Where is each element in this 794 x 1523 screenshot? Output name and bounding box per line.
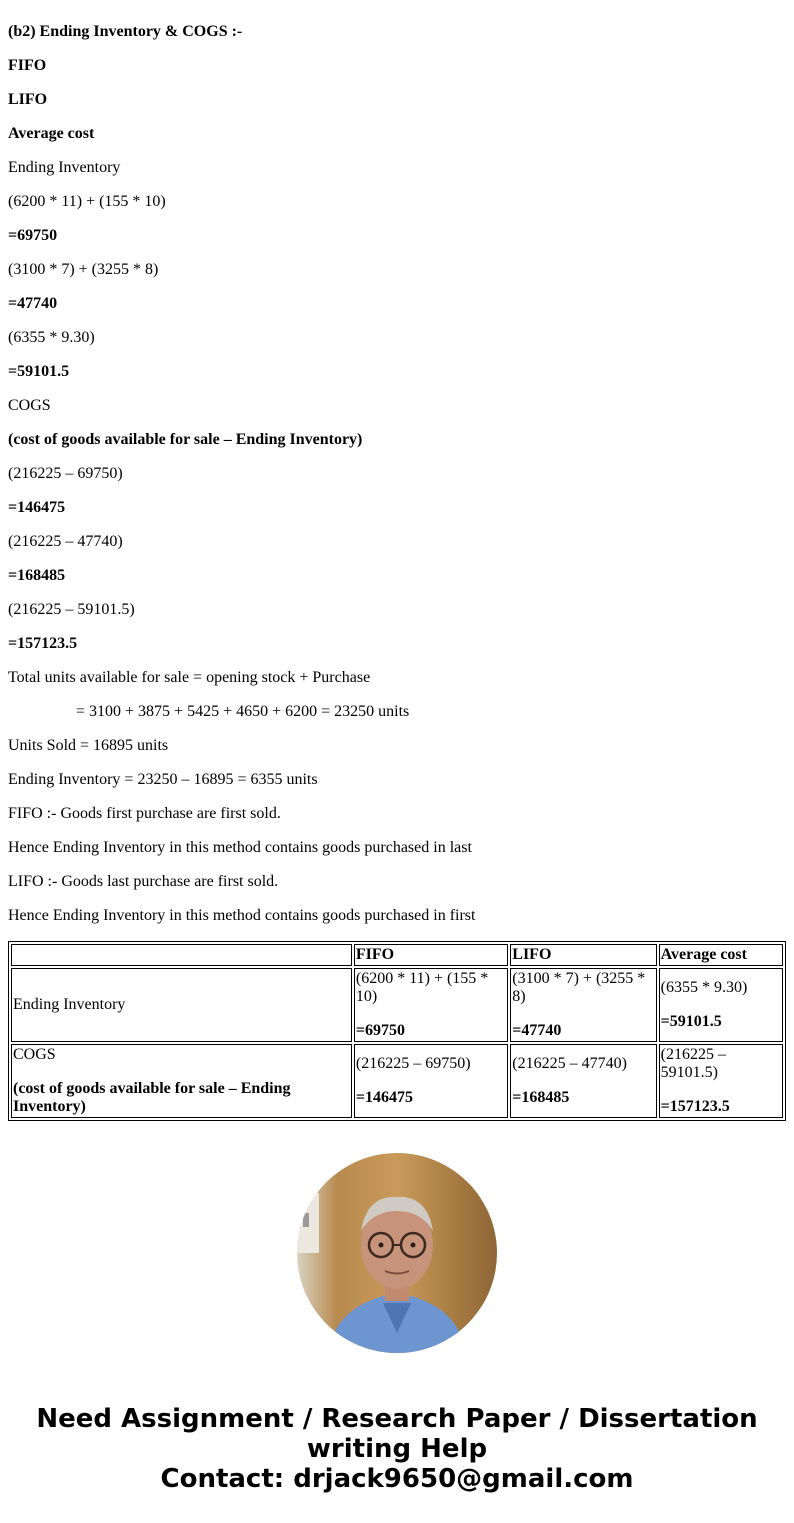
cell-cogs-avg-result: =157123.5: [660, 1098, 730, 1115]
cogs-fifo-formula: (216225 – 69750): [8, 465, 123, 482]
row-label-ending-inventory: Ending Inventory: [11, 968, 352, 1042]
cell-ei-fifo-formula: (6200 * 11) + (155 * 10): [355, 970, 489, 1005]
footer-help-line: Need Assignment / Research Paper / Dissertation writing Help: [36, 1404, 758, 1464]
cell-ei-lifo-result: =47740: [512, 1022, 562, 1039]
cell-cogs-avg-formula: (216225 – 59101.5): [660, 1046, 726, 1081]
table-header-row: [11, 944, 783, 966]
cell-cogs-definition: (cost of goods available for sale – Ending Inventory): [13, 1080, 291, 1115]
total-units-note: Total units available for sale = opening stock + Purchase: [8, 669, 371, 686]
cell-ei-avg: [659, 968, 783, 1042]
cell-ei-avg-formula: (6355 * 9.30): [660, 979, 748, 996]
cell-ei-avg-result: =59101.5: [660, 1013, 722, 1030]
ending-units-note: Ending Inventory = 23250 – 16895 = 6355 units: [8, 771, 318, 788]
units-sold-note: Units Sold = 16895 units: [8, 737, 169, 754]
footer-contact-line: Contact: drjack9650@gmail.com: [160, 1464, 634, 1494]
footer-banner: [0, 1404, 794, 1494]
author-avatar: [297, 1153, 497, 1353]
table-row-cogs: [11, 1044, 783, 1118]
heading: (b2) Ending Inventory & COGS :-: [8, 23, 243, 40]
method-lifo: LIFO: [8, 91, 48, 108]
cogs-definition: (cost of goods available for sale – Ending Inventory): [8, 431, 363, 448]
cell-cogs-lifo-formula: (216225 – 47740): [512, 1055, 627, 1072]
cell-cogs-fifo-result: =146475: [355, 1089, 413, 1106]
avatar-portrait-image: [297, 1153, 497, 1353]
header-cell-empty: [11, 944, 352, 966]
cell-ei-fifo: [354, 968, 508, 1042]
ei-fifo-result: =69750: [8, 227, 58, 244]
ei-avg-formula: (6355 * 9.30): [8, 329, 95, 346]
fifo-rule-note: FIFO :- Goods first purchase are first sold.: [8, 805, 281, 822]
cogs-lifo-formula: (216225 – 47740): [8, 533, 123, 550]
cogs-fifo-result: =146475: [8, 499, 66, 516]
row-label-cogs: [11, 1044, 352, 1118]
cogs-avg-formula: (216225 – 59101.5): [8, 601, 135, 618]
ending-inventory-label: Ending Inventory: [8, 159, 121, 176]
cogs-avg-result: =157123.5: [8, 635, 78, 652]
cogs-lifo-result: =168485: [8, 567, 66, 584]
method-average: Average cost: [8, 125, 95, 142]
cell-cogs-fifo-formula: (216225 – 69750): [355, 1055, 471, 1072]
method-fifo: FIFO: [8, 57, 47, 74]
ei-lifo-result: =47740: [8, 295, 58, 312]
cogs-label: COGS: [8, 397, 51, 414]
table-row-ending-inventory: [11, 968, 783, 1042]
fifo-hence-note: Hence Ending Inventory in this method contains goods purchased in last: [8, 839, 472, 856]
cell-ei-lifo: [510, 968, 656, 1042]
cell-cogs-lifo: [510, 1044, 656, 1118]
cell-cogs-label: COGS: [13, 1046, 56, 1063]
ei-lifo-formula: (3100 * 7) + (3255 * 8): [8, 261, 159, 278]
ei-fifo-formula: (6200 * 11) + (155 * 10): [8, 193, 166, 210]
total-units-calc: = 3100 + 3875 + 5425 + 4650 + 6200 = 23250 units: [76, 703, 410, 720]
header-cell-fifo: FIFO: [354, 944, 508, 966]
summary-table: [8, 941, 786, 1121]
lifo-hence-note: Hence Ending Inventory in this method contains goods purchased in first: [8, 907, 476, 924]
cell-ei-lifo-formula: (3100 * 7) + (3255 * 8): [512, 970, 646, 1005]
cell-cogs-avg: [659, 1044, 783, 1118]
cell-ei-fifo-result: =69750: [355, 1022, 405, 1039]
ei-avg-result: =59101.5: [8, 363, 70, 380]
header-cell-lifo: LIFO: [510, 944, 656, 966]
cell-cogs-fifo: [354, 1044, 508, 1118]
cell-cogs-lifo-result: =168485: [512, 1089, 570, 1106]
header-cell-average: Average cost: [659, 944, 783, 966]
lifo-rule-note: LIFO :- Goods last purchase are first sold.: [8, 873, 279, 890]
